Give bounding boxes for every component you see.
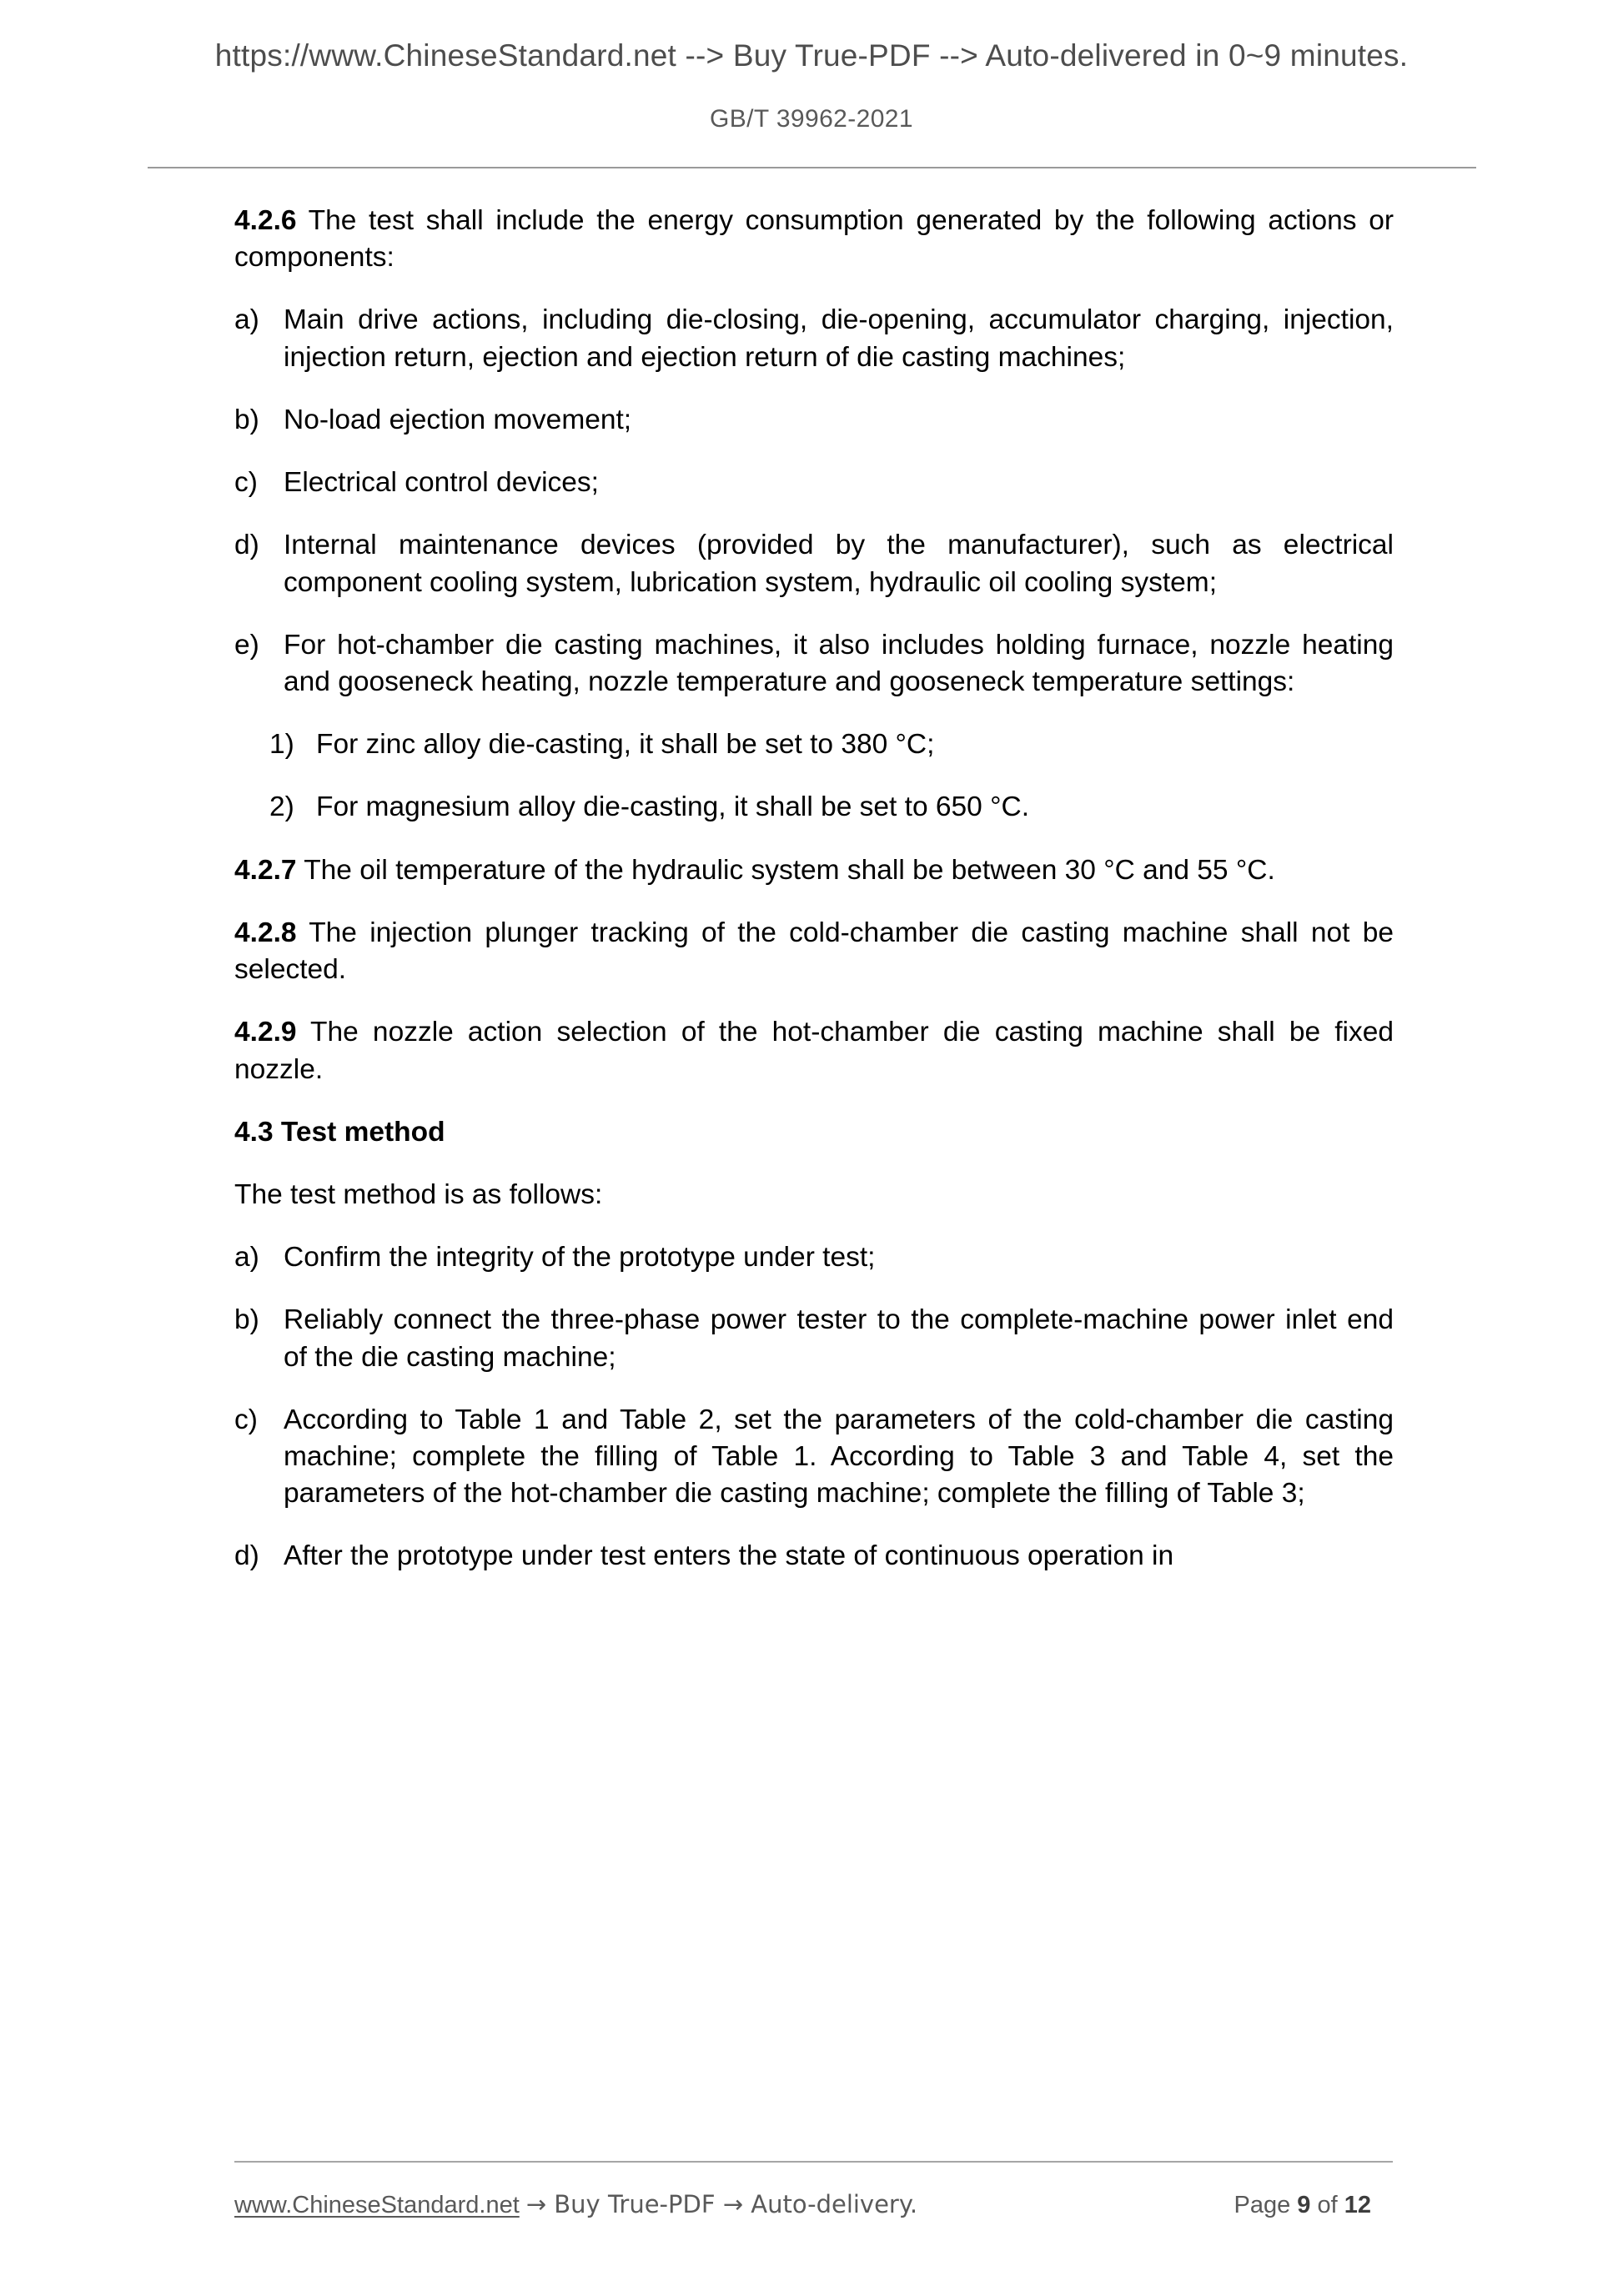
list-item-text: No-load ejection movement; [284, 404, 632, 435]
standard-number: GB/T 39962-2021 [710, 105, 913, 133]
list-item-marker: c) [234, 1404, 258, 1435]
footer-tagline: → Buy True-PDF → Auto-delivery. [525, 2190, 918, 2218]
watermark-header: https://www.ChineseStandard.net --> Buy True-PDF --> Auto-delivered in 0~9 minutes. [214, 38, 1409, 73]
sub-list-item-marker: 1) [269, 729, 294, 761]
clause-4-3-list [234, 1239, 1394, 1575]
list-item-marker: a) [234, 1242, 259, 1274]
list-item [234, 402, 1394, 439]
page-of-label: of [1317, 2192, 1338, 2218]
list-item-marker: e) [234, 629, 259, 661]
clause-4-2-6-paragraph [234, 203, 1394, 276]
list-item-marker: d) [234, 530, 259, 561]
sub-list-item-marker: 2) [269, 791, 294, 823]
list-item [234, 302, 1394, 375]
list-item [234, 465, 1394, 501]
clause-4-3-heading: 4.3 Test method [234, 1116, 445, 1148]
clause-4-2-9-paragraph [234, 1014, 1394, 1088]
page-total: 12 [1344, 2192, 1371, 2218]
list-item-marker: d) [234, 1540, 259, 1572]
clause-4-3-intro: The test method is as follows: [234, 1178, 603, 1210]
list-item-text: Reliably connect the three-phase power tester to the complete-machine power inlet end of the die casting machine; [284, 1304, 1394, 1373]
list-item-text: After the prototype under test enters the state of continuous operation in [284, 1540, 1174, 1572]
list-item-text: For hot-chamber die casting machines, it also includes holding furnace, nozzle heating and gooseneck heating, nozzle temperature and gooseneck temperature settings: [284, 629, 1394, 697]
page-label: Page [1234, 2192, 1291, 2218]
document-body [234, 203, 1394, 1601]
list-item [234, 1302, 1394, 1375]
header-divider [148, 167, 1476, 168]
list-item-marker: b) [234, 404, 259, 435]
clause-4-2-6-text: The test shall include the energy consumption generated by the following actions or components: [234, 205, 1394, 274]
list-item-marker: c) [234, 467, 258, 499]
sub-list-item-text: For zinc alloy die-casting, it shall be set to 380 °C; [316, 729, 935, 761]
list-item [234, 627, 1394, 701]
sub-list-item [269, 726, 1394, 763]
clause-4-2-8-number: 4.2.8 [234, 917, 297, 948]
footer-site-link[interactable]: www.ChineseStandard.net [234, 2192, 520, 2218]
list-item-text: Main drive actions, including die-closing, die-opening, accumulator charging, injection, injection return, ejection and ejection return of die casting machines; [284, 304, 1394, 373]
clause-4-2-6-sublist [234, 726, 1394, 826]
clause-4-2-8-text: The injection plunger tracking of the cold-chamber die casting machine shall not be selected. [234, 917, 1394, 986]
clause-4-2-9-text: The nozzle action selection of the hot-chamber die casting machine shall be fixed nozzle. [234, 1017, 1394, 1085]
clause-4-2-9-number: 4.2.9 [234, 1017, 297, 1048]
list-item-marker: a) [234, 304, 259, 336]
clause-4-2-7-paragraph [234, 852, 1394, 889]
list-item [234, 1538, 1394, 1575]
list-item-marker: b) [234, 1304, 259, 1336]
sub-list-item-text: For magnesium alloy die-casting, it shall be set to 650 °C. [316, 791, 1030, 823]
list-item [234, 1402, 1394, 1513]
page-footer [234, 2190, 1393, 2219]
list-item [234, 1239, 1394, 1276]
clause-4-2-7-text: The oil temperature of the hydraulic system shall be between 30 °C and 55 °C. [296, 854, 1275, 886]
clause-4-2-6-list [234, 302, 1394, 701]
sub-list-item [269, 789, 1394, 826]
list-item [234, 527, 1394, 600]
page-number-indicator [1234, 2192, 1393, 2219]
footer-divider [234, 2161, 1393, 2163]
clause-4-2-6-number: 4.2.6 [234, 205, 297, 236]
list-item-text: Electrical control devices; [284, 467, 599, 499]
page-current: 9 [1297, 2192, 1311, 2218]
list-item-text: Confirm the integrity of the prototype under test; [284, 1242, 876, 1274]
list-item-text: According to Table 1 and Table 2, set the parameters of the cold-chamber die casting machine; complete the filling of Table 1. According to Table 3 and Table 4, set the parameters of the hot-chamber die casting machine; complete the filling of Table 3; [284, 1404, 1394, 1510]
clause-4-2-7-number: 4.2.7 [234, 854, 297, 886]
list-item-text: Internal maintenance devices (provided by the manufacturer), such as electrical component cooling system, lubrication system, hydraulic oil cooling system; [284, 530, 1394, 598]
clause-4-2-8-paragraph [234, 915, 1394, 988]
